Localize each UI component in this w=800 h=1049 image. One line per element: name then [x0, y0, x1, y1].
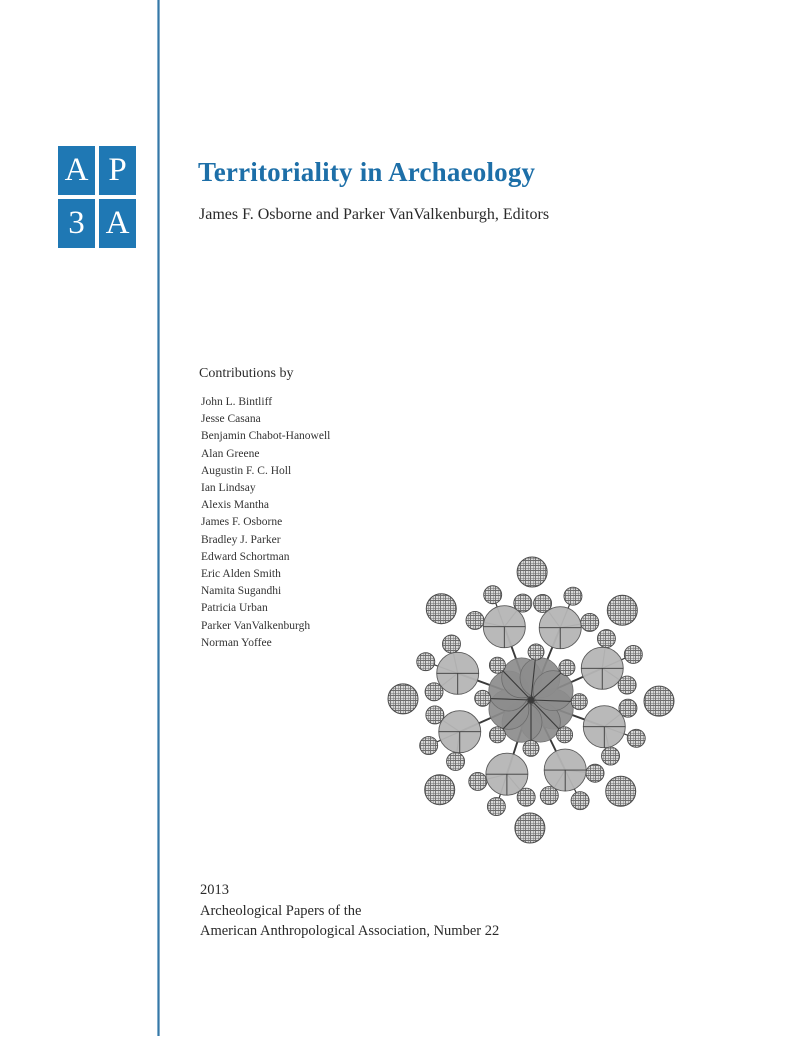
series-line-1: Archeological Papers of the — [200, 902, 362, 919]
satellite-node — [564, 587, 582, 605]
footer-block — [200, 880, 499, 942]
outer-hatched-node — [517, 557, 547, 587]
contributors-list — [201, 394, 330, 652]
satellite-node — [442, 635, 460, 653]
outer-hatched-node — [607, 595, 637, 625]
settlement-network-diagram — [368, 538, 688, 853]
contributor-name: Ian Lindsay — [201, 482, 256, 495]
contributor-name: Alexis Mantha — [201, 499, 270, 512]
outer-hatched-node — [425, 775, 455, 805]
outer-hatched-node — [515, 813, 545, 843]
logo-cell-a1: A — [58, 146, 95, 195]
satellite-node — [487, 798, 505, 816]
contributor-name: Patricia Urban — [201, 602, 268, 615]
inner-satellite-node — [557, 727, 573, 743]
book-title: Territoriality in Archaeology — [198, 157, 536, 187]
outer-hatched-node — [426, 594, 456, 624]
inner-satellite-node — [571, 694, 587, 710]
satellite-node — [571, 792, 589, 810]
contributor-name: Bradley J. Parker — [201, 533, 281, 546]
contributions-heading: Contributions by — [199, 366, 294, 381]
satellite-node — [447, 752, 465, 770]
contributor-name: John L. Bintliff — [201, 396, 273, 408]
contributor-name: James F. Osborne — [201, 516, 283, 529]
satellite-node — [581, 613, 599, 631]
contributor-name: Edward Schortman — [201, 550, 290, 563]
inner-satellite-node — [489, 657, 505, 673]
satellite-node — [466, 611, 484, 629]
inner-satellite-node — [489, 727, 505, 743]
outer-hatched-node — [388, 684, 418, 714]
series-line-2: American Anthropological Association, Number 22 — [200, 923, 500, 939]
satellite-node — [417, 653, 435, 671]
satellite-node — [469, 772, 487, 790]
inner-satellite-node — [528, 644, 544, 660]
vertical-blue-rule — [157, 0, 160, 1036]
contributor-name: Benjamin Chabot-Hanowell — [201, 430, 331, 443]
contributor-name: Alan Greene — [201, 447, 260, 460]
network-diagram-svg — [368, 538, 688, 853]
satellite-node — [420, 737, 438, 755]
center-cluster-node — [533, 671, 573, 711]
satellite-node — [597, 630, 615, 648]
contributor-name: Eric Alden Smith — [201, 568, 281, 581]
inner-satellite-node — [523, 740, 539, 756]
satellite-node — [602, 747, 620, 765]
editors-line: James F. Osborne and Parker VanValkenburgh, Editors — [199, 206, 550, 223]
contributor-name: Norman Yoffee — [201, 636, 272, 649]
contributor-name: Augustin F. C. Holl — [201, 464, 292, 477]
satellite-node — [627, 729, 645, 747]
logo-cell-a2: A — [99, 199, 136, 248]
satellite-node — [586, 764, 604, 782]
satellite-node — [624, 645, 642, 663]
publication-year: 2013 — [200, 882, 229, 898]
ap3a-logo — [58, 146, 136, 249]
outer-hatched-node — [644, 686, 674, 716]
contributor-name: Parker VanValkenburgh — [201, 619, 311, 632]
contributor-name: Namita Sugandhi — [201, 585, 282, 598]
outer-hatched-node — [606, 776, 636, 806]
logo-cell-3: 3 — [58, 199, 95, 248]
inner-satellite-node — [475, 690, 491, 706]
inner-satellite-node — [559, 660, 575, 676]
satellite-node — [484, 586, 502, 604]
logo-cell-p: P — [99, 146, 136, 195]
contributor-name: Jesse Casana — [201, 413, 261, 426]
